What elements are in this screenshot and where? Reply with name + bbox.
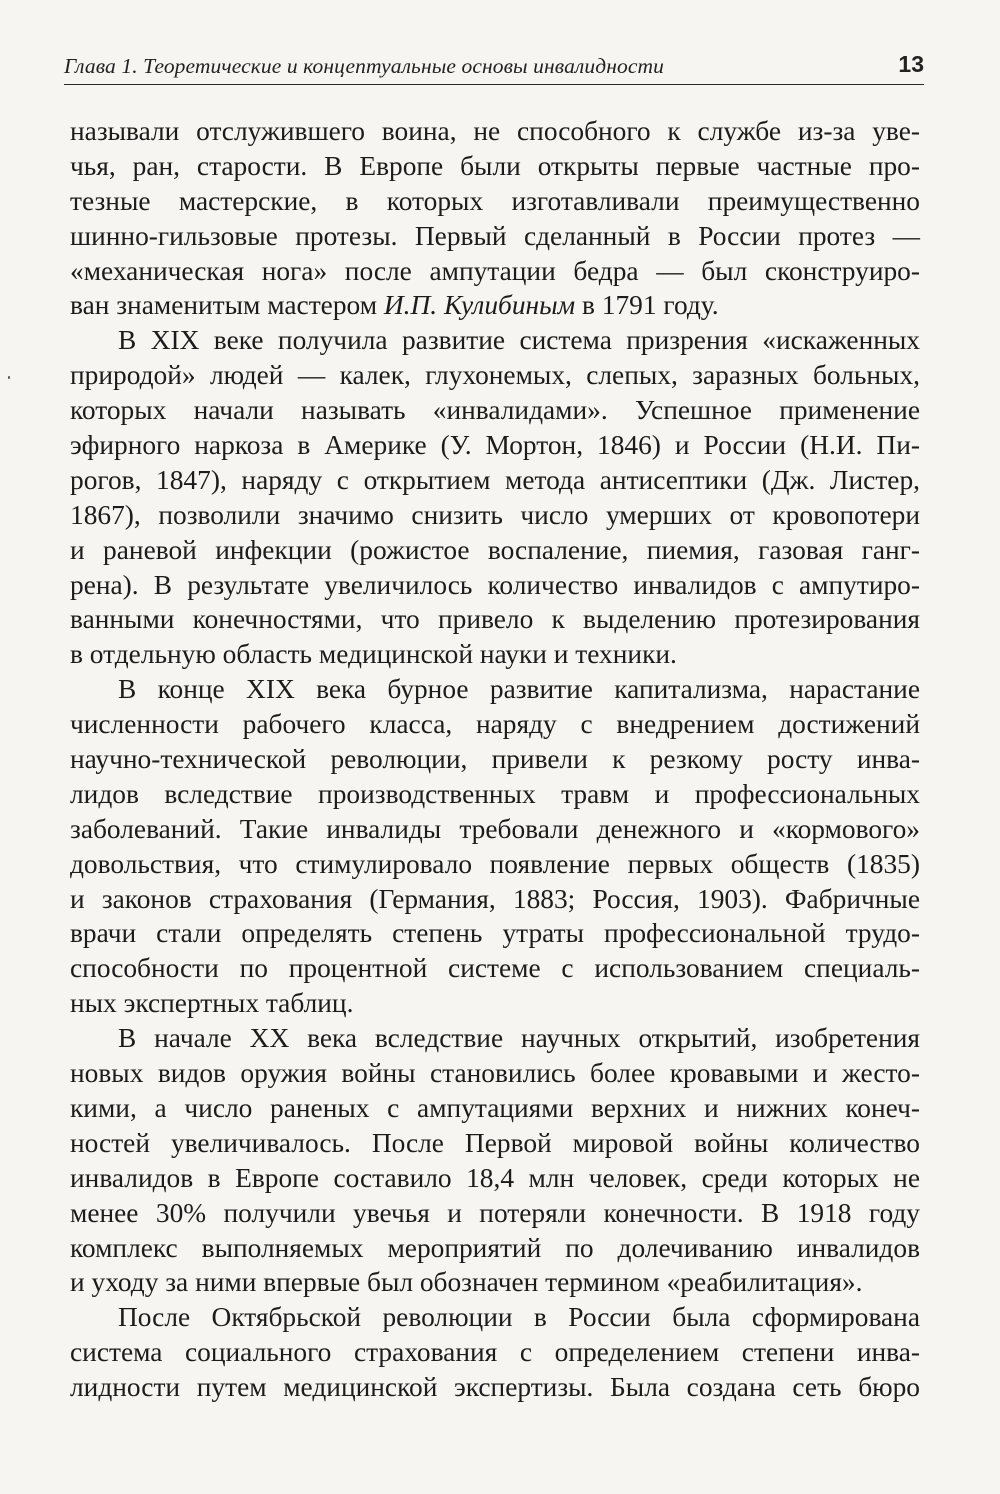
text-line	[70, 184, 920, 219]
text-run: ных экспертных таблиц.	[70, 988, 354, 1019]
text-run: и уходу за ними впервые был обозначен термином «реабилитация».	[70, 1267, 863, 1298]
text-run: После Октябрьской революции в России была сформирована	[118, 1302, 920, 1333]
paragraph	[70, 114, 920, 323]
running-header	[64, 50, 924, 85]
text-run: природой» людей — калек, глухонемых, слепых, заразных больных,	[70, 360, 920, 391]
text-line	[70, 463, 920, 498]
text-run: способности по процентной системе с использованием специаль-	[70, 953, 920, 984]
text-run: В начале XX века вследствие научных открытий, изобретения	[118, 1023, 920, 1054]
text-run: ностей увеличивалось. После Первой мировой войны количество	[70, 1127, 920, 1158]
text-run: 1867), позволили значимо снизить число умерших от кровопотери	[70, 499, 920, 530]
text-line	[70, 254, 920, 289]
paragraph	[70, 1021, 920, 1300]
text-line	[70, 1126, 920, 1161]
text-line	[70, 672, 920, 707]
text-line	[70, 1091, 920, 1126]
text-run: и законов страхования (Германия, 1883; Россия, 1903). Фабричные	[70, 883, 920, 914]
text-run: новых видов оружия войны становились более кровавыми и жесто-	[70, 1058, 920, 1089]
text-line	[70, 393, 920, 428]
text-line	[70, 951, 920, 986]
text-line	[70, 1161, 920, 1196]
paragraph	[70, 323, 920, 672]
text-line	[70, 1056, 920, 1091]
text-run: менее 30% получили увечья и потеряли конечности. В 1918 году	[70, 1197, 920, 1228]
text-line	[70, 1335, 920, 1370]
text-line	[70, 1370, 920, 1405]
text-run: научно-технической революции, привели к резкому росту инва-	[70, 744, 920, 775]
text-line	[70, 1196, 920, 1231]
page-number: 13	[898, 51, 924, 77]
text-run: и раневой инфекции (рожистое воспаление, пиемия, газовая ганг-	[70, 534, 920, 565]
text-line	[70, 637, 920, 672]
text-run: чья, ран, старости. В Европе были открыты первые частные про-	[70, 150, 920, 181]
text-run: называли отслужившего воина, не способного к службе из-за уве-	[70, 116, 920, 146]
text-run: рогов, 1847), наряду с открытием метода антисептики (Дж. Листер,	[70, 464, 920, 495]
text-run: шинно-гильзовые протезы. Первый сделанный в России протез —	[70, 220, 920, 251]
text-run: которых начали называть «инвалидами». Успешное применение	[70, 395, 920, 426]
text-run: ванными конечностями, что привело к выделению протезирования	[70, 604, 920, 635]
text-line	[70, 1231, 920, 1266]
text-line	[70, 777, 920, 812]
person-name-italic: И.П. Кулибиным	[383, 290, 576, 321]
text-line	[70, 358, 920, 393]
text-run: эфирного наркоза в Америке (У. Мортон, 1846) и России (Н.И. Пи-	[70, 430, 920, 461]
body-text	[70, 114, 920, 1405]
text-run: ван знаменитым мастером	[70, 290, 384, 321]
text-run: заболеваний. Такие инвалиды требовали денежного и «кормового»	[70, 813, 920, 844]
text-run: кими, а число раненых с ампутациями верхних и нижних конеч-	[70, 1092, 920, 1123]
paragraph	[70, 672, 920, 1021]
text-run: «механическая нога» после ампутации бедра — был сконструиро-	[70, 255, 920, 286]
paragraph	[70, 1300, 920, 1405]
text-line	[70, 114, 920, 149]
text-run: довольствия, что стимулировало появление первых обществ (1835)	[70, 848, 920, 879]
running-title: Глава 1. Теоретические и концептуальные основы инвалидности	[64, 54, 664, 78]
text-line	[70, 812, 920, 847]
text-line	[70, 568, 920, 603]
text-run: лидов вследствие производственных травм и профессиональных	[70, 778, 920, 809]
text-line	[70, 1265, 920, 1300]
text-run: врачи стали определять степень утраты профессиональной трудо-	[70, 918, 920, 949]
text-line	[70, 219, 920, 254]
text-line	[70, 986, 920, 1021]
text-line	[70, 707, 920, 742]
text-run: В конце XIX века бурное развитие капитализма, нарастание	[118, 674, 920, 705]
text-line	[70, 847, 920, 882]
text-line	[70, 1300, 920, 1335]
text-line	[70, 742, 920, 777]
text-run: в 1791 году.	[575, 290, 719, 321]
text-run: лидности путем медицинской экспертизы. Была создана сеть бюро	[70, 1372, 920, 1403]
text-run: численности рабочего класса, наряду с внедрением достижений	[70, 709, 920, 740]
text-run: система социального страхования с определением степени инва-	[70, 1337, 920, 1368]
text-run: комплекс выполняемых мероприятий по долечиванию инвалидов	[70, 1232, 920, 1263]
text-line	[70, 533, 920, 568]
text-run: в отдельную область медицинской науки и техники.	[70, 639, 677, 670]
text-line	[70, 882, 920, 917]
text-line	[70, 288, 920, 323]
text-line	[70, 428, 920, 463]
text-line	[70, 323, 920, 358]
text-line	[70, 602, 920, 637]
scan-speck	[8, 376, 10, 379]
text-line	[70, 149, 920, 184]
text-line	[70, 1021, 920, 1056]
text-run: инвалидов в Европе составило 18,4 млн человек, среди которых не	[70, 1162, 920, 1193]
text-line	[70, 916, 920, 951]
text-run: тезные мастерские, в которых изготавливали преимущественно	[70, 185, 920, 216]
text-run: рена). В результате увеличилось количество инвалидов с ампутиро-	[70, 569, 920, 600]
text-run: В XIX веке получила развитие система призрения «искаженных	[118, 325, 920, 356]
text-line	[70, 498, 920, 533]
